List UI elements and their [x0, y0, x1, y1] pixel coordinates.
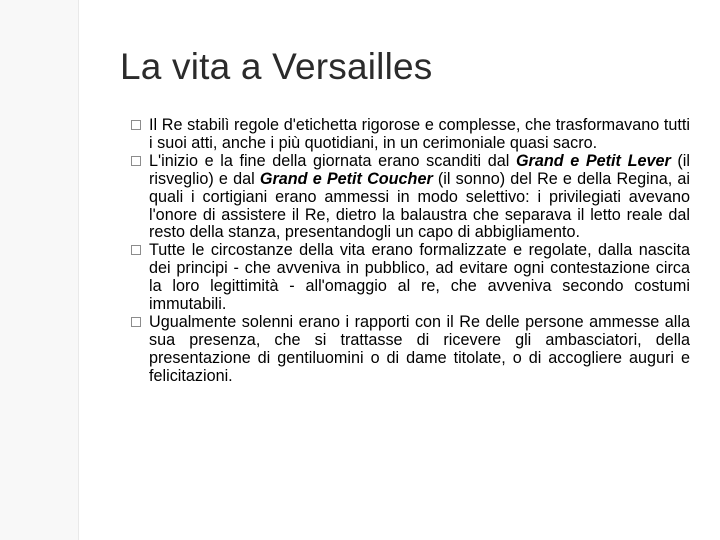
- title-divider: [120, 93, 620, 94]
- bullet-item: [131, 314, 690, 386]
- bullet-item: [131, 117, 690, 153]
- bullet-item: [131, 242, 690, 314]
- bullet-text: (il sonno) del Re e della Regina, ai quali i cortigiani erano ammessi in modo selettivo: i privilegiati avevano l'onore di assistere il Re, dietro la balaustra che separava il letto reale dal resto della stanza, presentandogli un capo di abbigliamento.: [149, 169, 690, 242]
- bullet-text: L'inizio e la fine della giornata erano scanditi dal: [149, 151, 516, 170]
- bullet-marker-icon: [131, 245, 141, 255]
- bullet-item: [131, 153, 690, 243]
- bullet-text: (il risveglio) e dal: [149, 151, 690, 188]
- bullet-marker-icon: [131, 317, 141, 327]
- bullet-marker-icon: [131, 156, 141, 166]
- bullet-text: Il Re stabilì regole d'etichetta rigorose e complesse, che trasformavano tutti i suoi atti, anche i più quotidiani, in un cerimoniale quasi sacro.: [149, 116, 690, 152]
- bullet-emphasis-text: Grand e Petit Coucher: [259, 169, 433, 188]
- bullet-text: Tutte le circostanze della vita erano formalizzate e regolate, dalla nascita dei principi - che avveniva in pubblico, ad evitare ogni contestazione circa la loro legittimità - all'omaggio al re, che avveniva secondo costumi immutabili.: [149, 241, 690, 314]
- bullet-list: [131, 117, 690, 386]
- slide-title: La vita a Versailles: [120, 46, 433, 87]
- slide-left-band: [0, 0, 79, 540]
- bullet-emphasis-text: Grand e Petit Lever: [515, 151, 671, 170]
- bullet-marker-icon: [131, 120, 141, 130]
- bullet-text: Ugualmente solenni erano i rapporti con il Re delle persone ammesse alla sua presenza, che si trattasse di ricevere gli ambasciatori, della presentazione di gentiluomini o di dame titolate, o di accogliere auguri e felicitazioni.: [149, 312, 690, 385]
